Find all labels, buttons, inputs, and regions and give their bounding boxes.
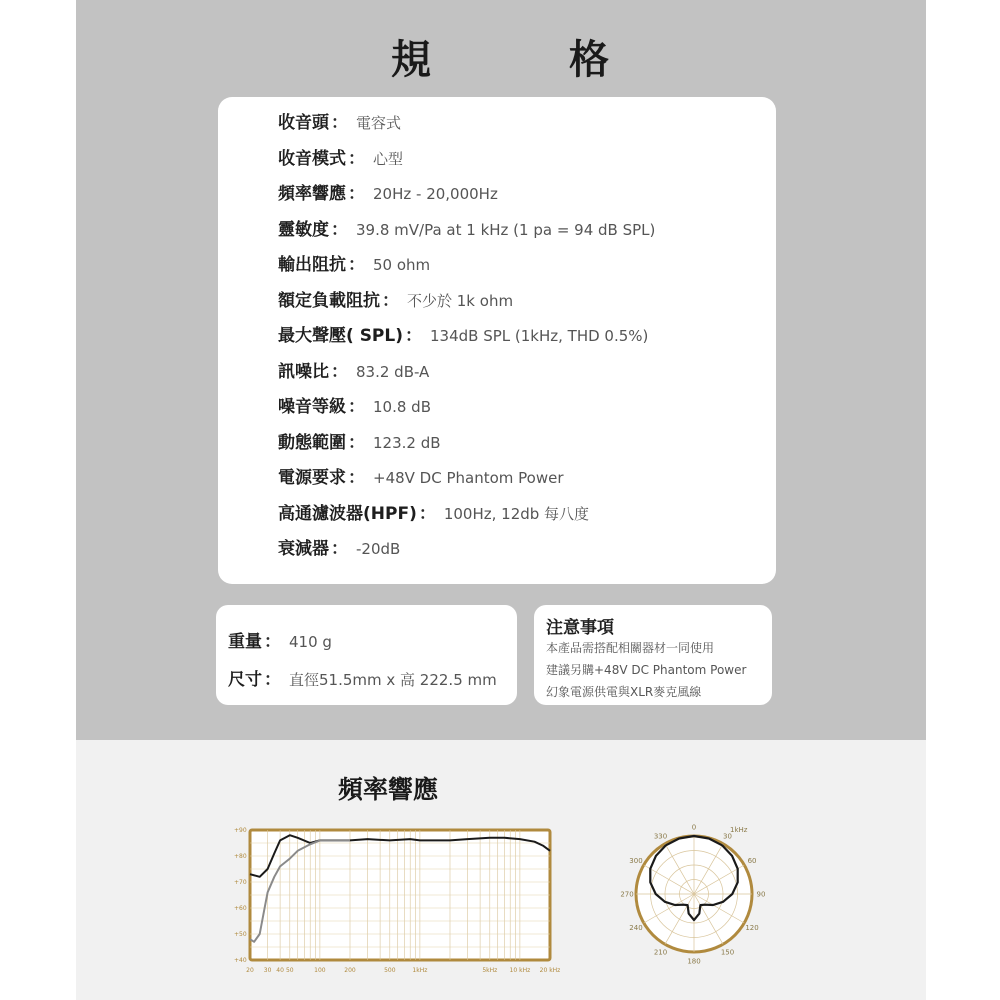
spec-row: 收音模式 ： 心型 [278,148,404,169]
polar-pattern-chart [610,820,780,970]
spec-label: 高通濾波器(HPF) [278,503,417,524]
spec-row: 頻率響應 ： 20Hz - 20,000Hz [278,184,498,204]
polar-angle-label: 60 [747,857,757,865]
spec-row: 電源要求 ： +48V DC Phantom Power [278,468,564,488]
dimension-row: 尺寸 ： 直徑51.5mm x 高 222.5 mm [228,670,497,690]
note-card [534,605,772,705]
spec-value: +48V DC Phantom Power [373,469,564,487]
page-title: 規 格 [391,37,671,83]
polar-angle-label: 300 [629,857,643,865]
spec-label: 衰減器 [278,539,329,559]
spec-value: -20dB [356,540,401,558]
spec-row: 訊噪比 ： 83.2 dB-A [278,361,430,382]
spec-row: 衰減器 ： -20dB [278,539,401,559]
spec-label: 動態範圍 [278,432,346,453]
spec-label: 頻率響應 [278,184,346,204]
spec-label: 收音頭 [278,113,329,133]
spec-list [278,110,655,572]
polar-angle-label: 270 [620,890,634,899]
spec-value: 39.8 mV/Pa at 1 kHz (1 pa = 94 dB SPL) [356,220,656,239]
spec-row: 高通濾波器(HPF) ： 100Hz, 12db 每八度 [278,503,590,524]
y-tick-label: +90 [234,827,247,834]
spec-label: 收音模式 [278,148,346,169]
dimension-label: 尺寸 [228,670,262,690]
x-tick-label: 50 [285,967,294,974]
spec-label: 訊噪比 [278,361,329,382]
spec-row: 最大聲壓( SPL) ： 134dB SPL (1kHz, THD 0.5%) [278,326,649,346]
spec-value: 100Hz, 12db 每八度 [443,504,590,523]
spec-value: 20Hz - 20,000Hz [373,185,498,203]
weight-dimension-card [216,605,517,705]
polar-angle-label: 180 [687,957,701,966]
x-tick-label: 5kHz [482,967,498,974]
spec-label: 靈敏度 [278,219,329,240]
spec-value: 10.8 dB [373,398,431,416]
spec-row: 額定負載阻抗 ： 不少於 1k ohm [278,290,514,311]
spec-value: 不少於 1k ohm [407,291,514,310]
y-tick-label: +70 [234,879,247,886]
dimension-value: 直徑51.5mm x 高 222.5 mm [289,671,497,689]
x-tick-label: 200 [344,967,356,974]
x-tick-label: 20 [246,967,254,974]
spec-value: 123.2 dB [373,433,441,452]
spec-value: 50 ohm [373,256,431,274]
spec-row: 動態範圍 ： 123.2 dB [278,432,441,453]
x-tick-label: 100 [314,967,326,974]
y-tick-label: +60 [234,905,247,912]
note-line: 本產品需搭配相關器材一同使用 [546,641,715,655]
polar-angle-label: 30 [723,832,732,841]
weight-row: 重量 ： 410 g [228,632,332,652]
spec-label: 輸出阻抗 [278,255,346,275]
x-tick-label: 1kHz [412,967,428,974]
frequency-response-chart [230,825,560,975]
spec-label: 電源要求 [278,468,346,488]
polar-angle-label: 240 [629,924,643,932]
note-title: 注意事項 [546,618,614,638]
polar-angle-label: 0 [691,823,697,832]
weight-value: 410 g [289,633,332,651]
spec-label: 噪音等級 [278,397,346,417]
weight-label: 重量 [228,632,262,652]
spec-row: 輸出阻抗 ： 50 ohm [278,255,431,275]
polar-annotation: 1kHz [730,826,748,834]
note-line: 幻象電源供電與XLR麥克風線 [546,685,702,699]
x-tick-label: 30 [263,967,272,974]
y-tick-label: +40 [234,957,247,964]
polar-angle-label: 330 [653,832,668,841]
polar-angle-label: 120 [745,924,759,932]
spec-value: 83.2 dB-A [356,362,430,381]
x-tick-label: 20 kHz [539,967,560,974]
x-tick-label: 40 [276,967,284,974]
polar-angle-label: 150 [720,948,735,957]
y-tick-label: +50 [234,931,247,938]
x-tick-label: 500 [384,967,396,974]
spec-value: 電容式 [356,114,402,132]
polar-angle-label: 210 [653,948,668,957]
polar-angle-label: 90 [756,890,766,899]
note-line: 建議另購+48V DC Phantom Power [546,663,747,677]
spec-label: 額定負載阻抗 [278,290,380,311]
y-tick-label: +80 [234,853,247,860]
spec-row: 噪音等級 ： 10.8 dB [278,397,431,417]
spec-value: 心型 [373,149,404,168]
spec-card [218,97,776,584]
spec-value: 134dB SPL (1kHz, THD 0.5%) [430,327,649,345]
spec-row: 收音頭 ： 電容式 [278,113,402,133]
spec-row: 靈敏度 ： 39.8 mV/Pa at 1 kHz (1 pa = 94 dB SPL) [278,219,656,240]
x-tick-label: 10 kHz [509,967,531,974]
spec-label: 最大聲壓( SPL) [278,326,403,346]
frequency-response-title: 頻率響應 [338,775,439,804]
